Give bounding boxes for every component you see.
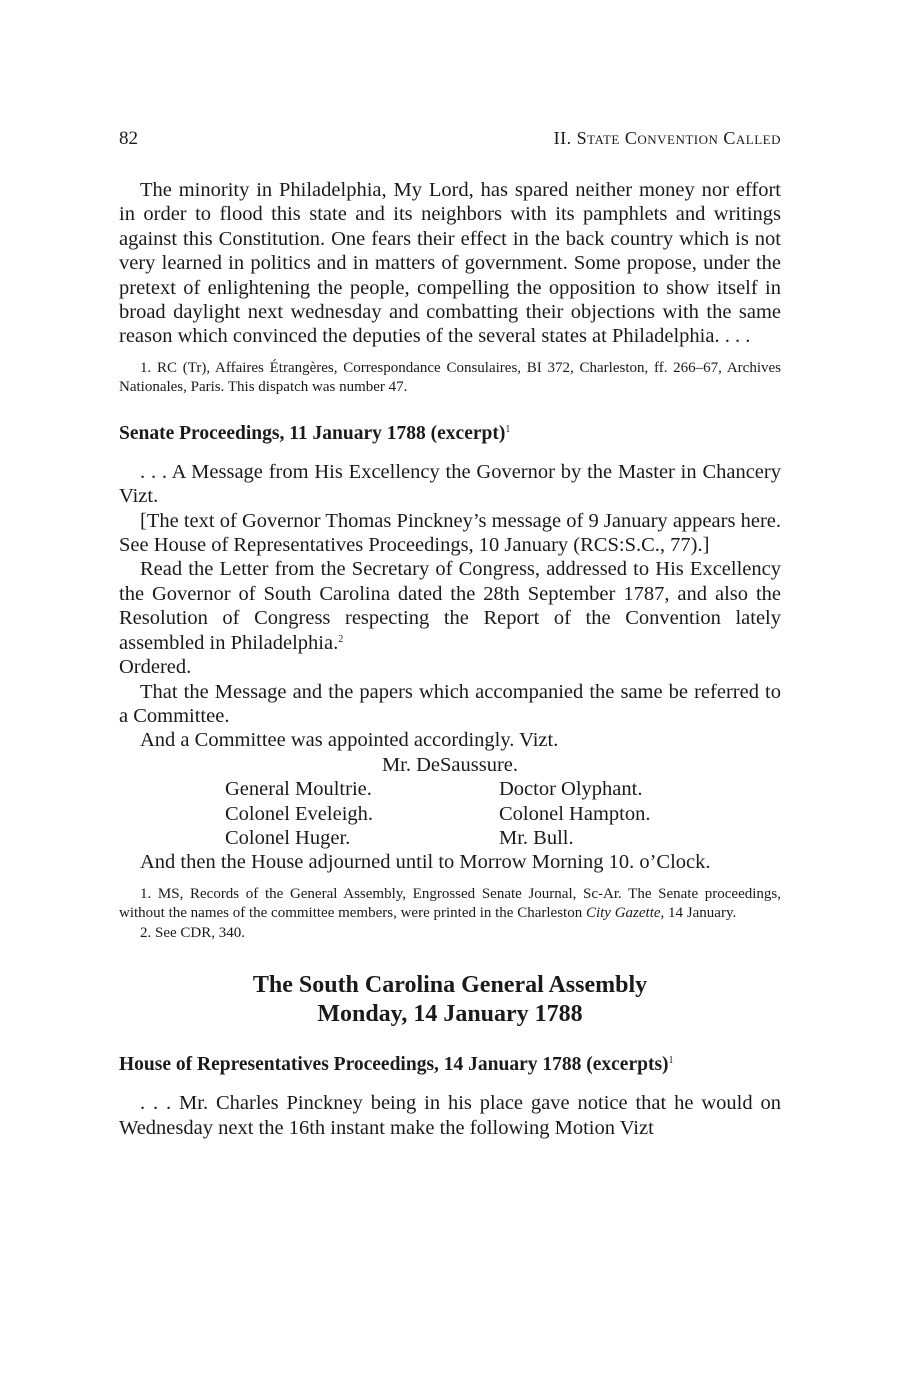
house-heading-text: House of Representatives Proceedings, 14 January 1788 (excerpts) [119, 1054, 669, 1076]
senate-paragraph: That the Message and the papers which accompanied the same be referred to a Committee. [119, 680, 781, 727]
senate-paragraph-note: 2 [338, 633, 344, 645]
committee-row [119, 826, 781, 850]
chapter-heading [119, 971, 781, 1029]
committee-row [119, 802, 781, 826]
footnote-text: , 14 January. [660, 905, 737, 922]
senate-footnotes [119, 885, 781, 944]
letter-paragraph: The minority in Philadelphia, My Lord, has spared neither money nor effort in order to flood this state and its neighbors with its pamphlets and writings against this Constitution. One fears their effect in the back country which is not very learned in politics and in matters of government. Some propose, under the pretext of enlightening the people, compelling the opposition to show itself in broad daylight next wednesday and combatting their objections with the same reason which convinced the deputies of the several states at Philadelphia. . . . [119, 179, 781, 348]
senate-paragraph: [The text of Governor Thomas Pinckney’s message of 9 January appears here. See House of Representatives Proceedings, 10 January (RCS:S.C., 77).] [119, 509, 781, 557]
house-paragraph: . . . Mr. Charles Pinckney being in his place gave notice that he would on Wednesday next the 16th instant make the following Motion Vizt [119, 1092, 781, 1139]
senate-paragraph: And a Committee was appointed accordingly. Vizt. [140, 729, 559, 752]
ordered-line: Ordered. [119, 656, 192, 679]
committee-member: General Moultrie. [225, 778, 372, 801]
senate-footnote-2: 2. See CDR, 340. [140, 924, 245, 941]
senate-footnote-1 [119, 885, 781, 924]
committee-list [119, 753, 781, 851]
footnote-text: 1. MS, Records of the General Assembly, Engrossed Senate Journal, Sc-Ar. The Senate proceedings, without the names of the committee members, were printed in the Charleston [119, 885, 781, 922]
senate-paragraph: . . . A Message from His Excellency the Governor by the Master in Chancery Vizt. [119, 460, 781, 508]
page-number: 82 [119, 128, 138, 149]
senate-closing [119, 850, 781, 874]
chapter-date: Monday, 14 January 1788 [317, 1001, 583, 1028]
chapter-title: The South Carolina General Assembly [252, 972, 648, 999]
house-heading [119, 1053, 781, 1077]
senate-proceedings [119, 460, 781, 753]
committee-member: Mr. Bull. [499, 826, 574, 849]
senate-heading [119, 422, 781, 446]
letter-excerpt [119, 178, 781, 349]
document-page [119, 128, 781, 1140]
senate-paragraph-text: Read the Letter from the Secretary of Congress, addressed to His Excellency the Governor of South Carolina dated the 28th September 1787, and also the Resolution of Congress respecting the Report of the Convention lately assembled in Philadelphia. [119, 558, 781, 654]
senate-heading-note: 1 [505, 423, 511, 435]
footnote-newspaper: City Gazette [585, 905, 661, 922]
committee-member: Doctor Olyphant. [499, 778, 643, 801]
house-heading-note: 1 [668, 1055, 674, 1067]
letter-footnote: 1. RC (Tr), Affaires Étrangères, Correspondance Consulaires, BI 372, Charleston, ff. 266–67, Archives Nationales, Paris. This dispatch was number 47. [119, 359, 781, 396]
running-title: II. State Convention Called [553, 128, 781, 148]
running-head [119, 128, 781, 156]
committee-member: Colonel Huger. [225, 826, 351, 849]
senate-paragraph [119, 557, 781, 655]
house-proceedings [119, 1091, 781, 1140]
letter-footnotes [119, 359, 781, 398]
senate-heading-text: Senate Proceedings, 11 January 1788 (excerpt) [119, 422, 506, 444]
committee-member: Colonel Eveleigh. [225, 802, 374, 825]
adjourned-paragraph: And then the House adjourned until to Morrow Morning 10. o’Clock. [140, 851, 711, 874]
committee-row [119, 777, 781, 801]
committee-chair: Mr. DeSaussure. [381, 753, 519, 776]
committee-member: Colonel Hampton. [499, 802, 651, 825]
